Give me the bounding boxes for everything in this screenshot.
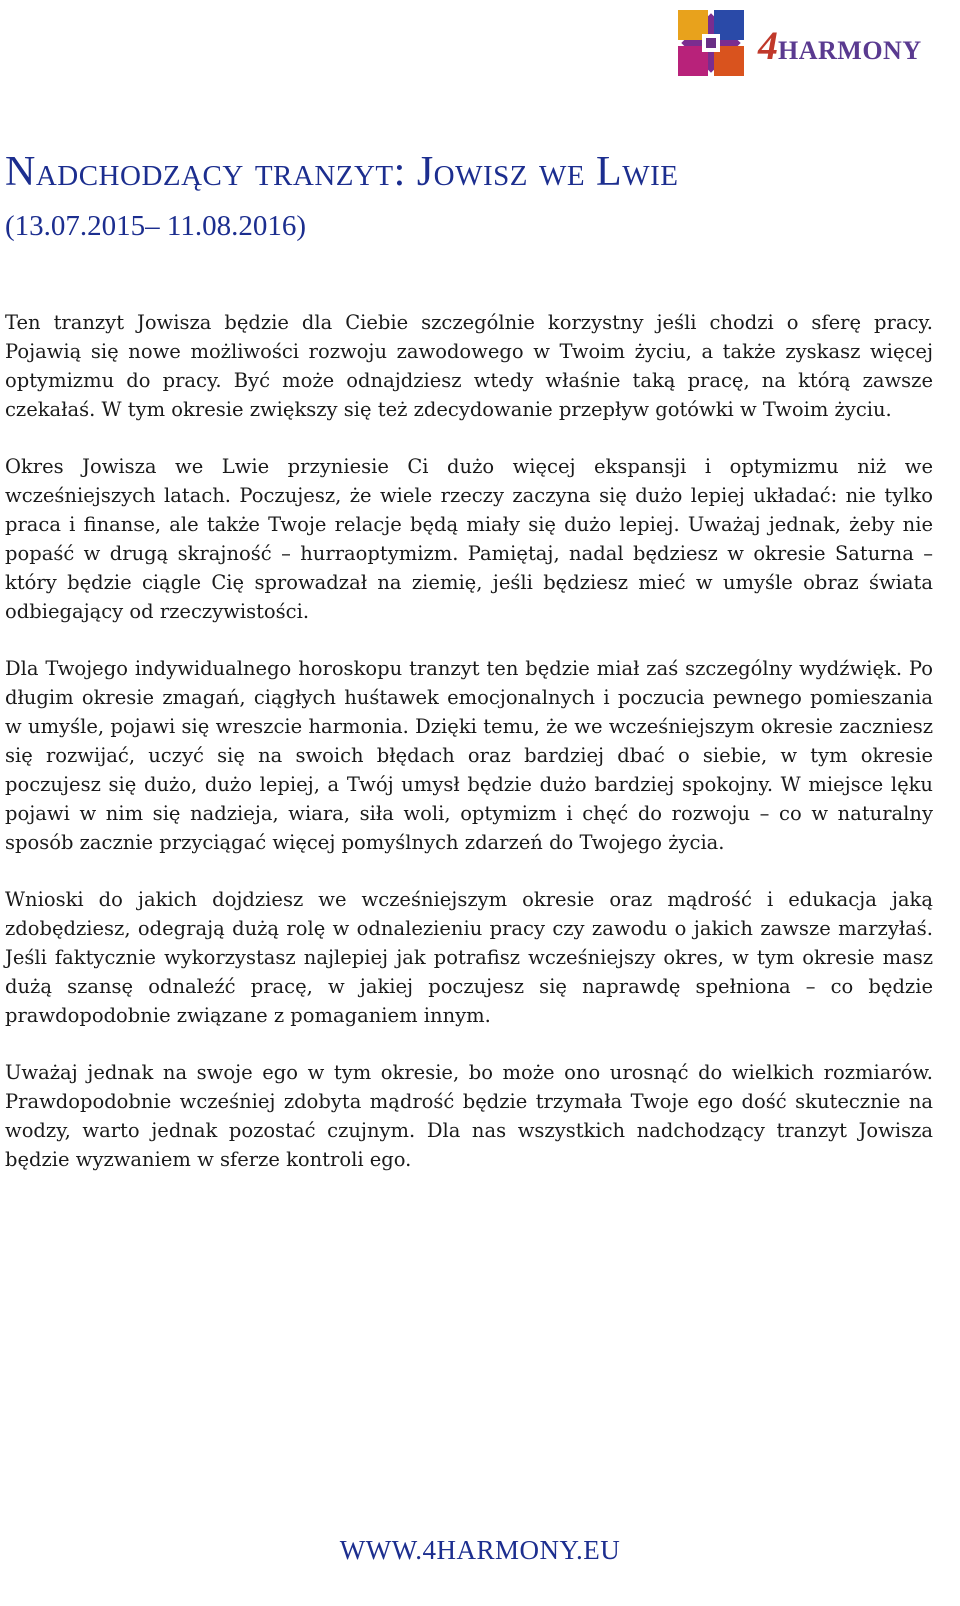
paragraph: Wnioski do jakich dojdziesz we wcześniejszym okresie oraz mądrość i edukacja jaką zdobędziesz, odegrają dużą rolę w odnalezieniu pracy czy zawodu o jakich zawsze marzyłaś. Jeśli faktycznie wykorzystasz najlepiej jak potrafisz wcześniejszy okres, w tym okresie masz dużą szansę odnaleźć pracę, w jakiej poczujesz się naprawdę spełniona – co będzie prawdopodobnie związane z pomaganiem innym. [5,888,933,1027]
harmony-logo-icon [670,2,752,84]
article-body [5,308,933,1202]
footer-url[interactable]: WWW.4HARMONY.EU [339,1535,621,1565]
paragraph: Uważaj jednak na swoje ego w tym okresie, bo może ono urosnąć do wielkich rozmiarów. Prawdopodobnie wcześniej zdobyta mądrość będzie trzymała Twoje ego dość skutecznie na wodzy, warto jednak pozostać czujnym. Dla nas wszystkich nadchodzący tranzyt Jowisza będzie wyzwaniem w sferze kontroli ego. [5,1061,933,1171]
logo-number: 4 [758,23,778,68]
logo-word: HARMONY [778,36,922,65]
date-range: (13.07.2015– 11.08.2016) [5,210,306,242]
article-title: Nadchodzący tranzyt: Jowisz we Lwie [5,149,679,195]
brand-logo [660,0,960,90]
paragraph: Okres Jowisza we Lwie przyniesie Ci dużo więcej ekspansji i optymizmu niż we wcześniejszych latach. Poczujesz, że wiele rzeczy zaczyna się dużo lepiej układać: nie tylko praca i finanse, ale także Twoje relacje będą miały się dużo lepiej. Uważaj jednak, żeby nie popaść w drugą skrajność – hurraoptymizm. Pamiętaj, nadal będziesz w okresie Saturna – który będzie ciągle Cię sprowadzał na ziemię, jeśli będziesz mieć w umyśle obraz świata odbiegający od rzeczywistości. [5,455,933,623]
paragraph: Dla Twojego indywidualnego horoskopu tranzyt ten będzie miał zaś szczególny wydźwięk. Po długim okresie zmagań, ciągłych huśtawek emocjonalnych i poczucia pewnego pomieszania w umyśle, pojawi się wreszcie harmonia. Dzięki temu, że we wcześniejszym okresie zaczniesz się rozwijać, uczyć się na swoich błędach oraz bardziej dbać o siebie, w tym okresie poczujesz się dużo, dużo lepiej, a Twój umysł będzie dużo bardziej spokojny. W miejsce lęku pojawi w nim się nadzieja, wiara, siła woli, optymizm i chęć do rozwoju – co w naturalny sposób zacznie przyciągać więcej pomyślnych zdarzeń do Twojego życia. [5,657,933,854]
paragraph: Ten tranzyt Jowisza będzie dla Ciebie szczególnie korzystny jeśli chodzi o sferę pracy. Pojawią się nowe możliwości rozwoju zawodowego w Twoim życiu, a także zyskasz więcej optymizmu do pracy. Być może odnajdziesz wtedy właśnie taką pracę, na którą zawsze czekałaś. W tym okresie zwiększy się też zdecydowanie przepływ gotówki w Twoim życiu. [5,311,933,421]
logo-wordmark [758,22,922,66]
